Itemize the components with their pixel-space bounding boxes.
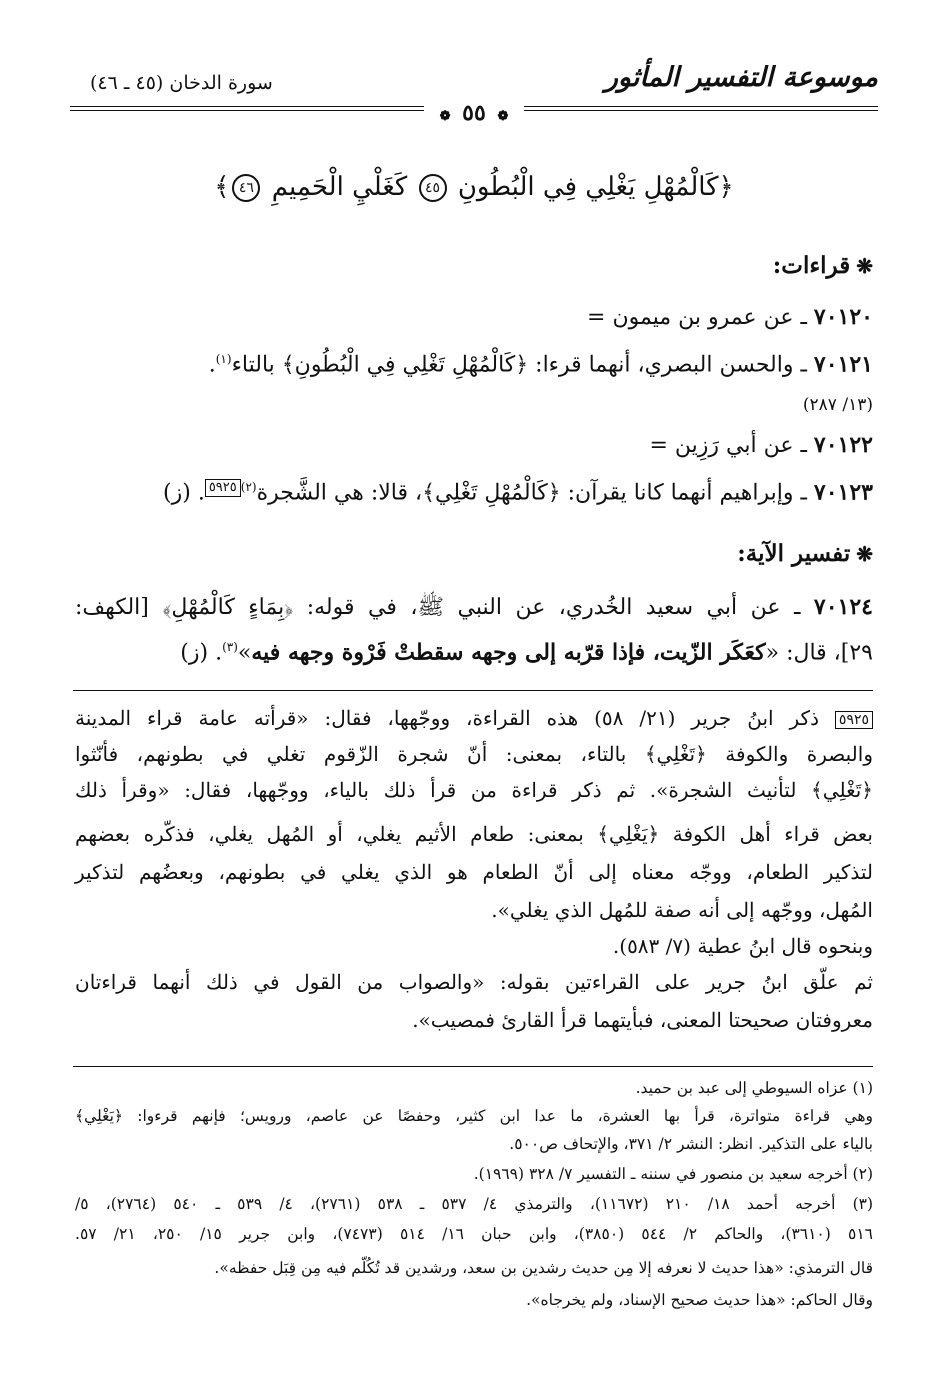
footnote-1: (١) عزاه السيوطي إلى عبد بن حميد. — [635, 1079, 873, 1097]
footnote-3: (٣) أخرجه أحمد ١٨/ ٢١٠ (١١٦٧٢)، والترمذي ٤/ ٥٣٧ ـ ٥٣٨ (٢٧٦١)، ٤/ ٥٣٩ ـ ٥٤٠ (٢٧٦٤)، ٥/ — [75, 1195, 874, 1213]
note-line-5: لتذكير الطعام، ووجّه معناه إلى أنّ الطعام هو الذي يغلي في بطونهم، وبعضُهم لتذكير — [75, 860, 873, 884]
narration-70123: ٧٠١٢٣ ـ وإبراهيم أنهما كانا يقرآن: ﴿كَالْمُهْلِ تَغْلِي﴾، قالا: هي الشَّجرة$^{(٢)}$٥٩٢٥. (ز) — [163, 479, 873, 506]
verse-close-bracket: ﴾ — [214, 172, 230, 202]
footnote-1-cont: وهي قراءة متواترة، قرأ بها العشرة، ما عدا ابن كثير، وحفصًا عن عاصم، ورويس؛ فإنهم قرءوا: ﴿يَغْلِي﴾ — [75, 1107, 873, 1125]
narration-number: ٧٠١٢٠ — [813, 304, 873, 330]
book-title: موسوعة التفسير المأثور — [604, 62, 878, 93]
narration-number: ٧٠١٢١ — [813, 351, 873, 378]
narration-70124-cont: ٢٩]، قال: «كعَكَر الزّيت، فإذا قرّبه إلى وجهه سقطتْ فَرْوة وجهه فيه»$^{(٣)}$. (ز) — [180, 639, 873, 666]
narration-number: ٧٠١٢٢ — [813, 432, 873, 458]
note-line-1: ٥٩٢٥ ذكر ابنُ جرير (٢١/ ٥٨) هذه القراءة، ووجّهها، فقال: «قرأته عامة قراء المدينة — [75, 702, 873, 734]
flower-ornament-icon: ❋ — [856, 542, 873, 566]
quran-verse — [80, 172, 868, 202]
note-line-8: ثم علّق ابنُ جرير على القراءتين بقوله: «والصواب من القول في ذلك أنهما قراءتان — [75, 970, 873, 994]
narration-text: ـ عن عمرو بن ميمون = — [587, 305, 807, 330]
page-number-block — [424, 100, 525, 126]
footnote-3-hakim: وقال الحاكم: «هذا حديث صحيح الإسناد، ولم يخرجاه». — [526, 1291, 873, 1309]
section-heading-tafsir: ❋تفسير الآية: — [737, 540, 873, 567]
footnote-1-cont-2: بالياء على التذكير. انظر: النشر ٢/ ٣٧١، والإتحاف ص٥٠٠. — [509, 1135, 873, 1153]
ayah-number-marker: ٤٥ — [419, 174, 447, 202]
note-separator — [73, 690, 873, 691]
ornament-icon: ❁ — [439, 109, 451, 124]
page-header — [70, 62, 878, 152]
footnote-ref: (٢) — [240, 480, 257, 494]
narration-70122 — [75, 428, 873, 463]
surah-title: سورة الدخان (٤٥ ـ ٤٦) — [90, 72, 273, 94]
note-line-2: والبصرة والكوفة ﴿تَغْلِي﴾ بالتاء، بمعنى: أنّ شجرة الزّقوم تغلي في بطونهم، فأنّثوا — [75, 742, 873, 766]
verse-text-part1: ﴿كَالْمُهْلِ يَغْلِي فِي الْبُطُونِ — [457, 172, 734, 202]
narration-text: ـ عن أبي رَزِين = — [649, 433, 807, 458]
narration-number: ٧٠١٢٣ — [813, 479, 873, 506]
narration-text: ـ والحسن البصري، أنهما قرءا: ﴿كَالْمُهْلِ تَغْلِي فِي الْبُطُونِ﴾ بالتاء — [231, 352, 807, 378]
annotation-box-number: ٥٩٢٥ — [835, 711, 873, 729]
annotation-box-number: ٥٩٢٥ — [205, 479, 241, 497]
footnote-ref: (٣) — [222, 640, 238, 654]
note-line-6: المُهل، ووجّهه إلى أنه صفة للمُهل الذي يغلي». — [491, 898, 873, 922]
note-line-3: ﴿تَغْلِي﴾ لتأنيث الشجرة». ثم ذكر قراءة من قرأ ذلك بالياء، ووجّهها، فقال: «وقرأ ذلك — [75, 778, 874, 802]
verse-text-part2: كَغَلْيِ الْحَمِيمِ — [271, 172, 408, 202]
ornament-icon: ❁ — [497, 109, 509, 124]
footnote-ref: (١) — [215, 352, 232, 366]
page-number: ٥٥ — [462, 100, 486, 126]
narration-text: ـ عن أبي سعيد الخُدري، عن النبي ﷺ، في قوله: ﴿بِمَاءٍ كَالْمُهْلِ﴾ [الكهف: — [75, 595, 801, 620]
narration-70124 — [75, 590, 873, 625]
note-line-4: بعض قراء أهل الكوفة ﴿يَغْلِي﴾ بمعنى: طعام الأثيم يغلي، أو المُهل يغلي، فذكّره بعضهم — [75, 822, 873, 846]
footnote-3-cont: ٥١٦ (٣٦١٠)، والحاكم ٢/ ٥٤٤ (٣٨٥٠)، وابن حبان ١٦/ ٥١٤ (٧٤٧٣)، وابن جرير ١٥/ ٢٥٠، ٢١/ ٥٧. — [75, 1225, 873, 1243]
narration-number: ٧٠١٢٤ — [813, 594, 873, 620]
narration-70121: ٧٠١٢١ ـ والحسن البصري، أنهما قرءا: ﴿كَالْمُهْلِ تَغْلِي فِي الْبُطُونِ﴾ بالتاء$^{(١)}$. — [208, 351, 873, 378]
footnote-2: (٢) أخرجه سعيد بن منصور في سننه ـ التفسير ٧/ ٣٢٨ (١٩٦٩). — [473, 1165, 873, 1183]
hadith-text: كعَكَر الزّيت، فإذا قرّبه إلى وجهه سقطتْ فَرْوة وجهه فيه — [251, 639, 766, 666]
section-heading-qiraat: ❋قراءات: — [772, 252, 873, 279]
ayah-number-marker: ٤٦ — [232, 174, 260, 202]
footnote-separator — [73, 1066, 873, 1067]
flower-ornament-icon: ❋ — [856, 254, 873, 278]
note-line-9: معروفتان صحيحتا المعنى، فبأيتهما قرأ القارئ فمصيب». — [412, 1008, 873, 1032]
footnote-3-tirmidhi: قال الترمذي: «هذا حديث لا نعرفه إلا مِن حديث رشدين بن سعد، ورشدين قد تُكُلّم فيه مِن قِبَل حفظه». — [214, 1259, 873, 1277]
volume-reference: (١٣/ ٢٨٧) — [802, 395, 873, 415]
note-line-7: وبنحوه قال ابنُ عطية (٧/ ٥٨٣). — [612, 934, 873, 958]
narration-text: ـ وإبراهيم أنهما كانا يقرآن: ﴿كَالْمُهْلِ تَغْلِي﴾، قالا: هي الشَّجرة — [256, 480, 807, 506]
narration-70120 — [75, 300, 873, 335]
